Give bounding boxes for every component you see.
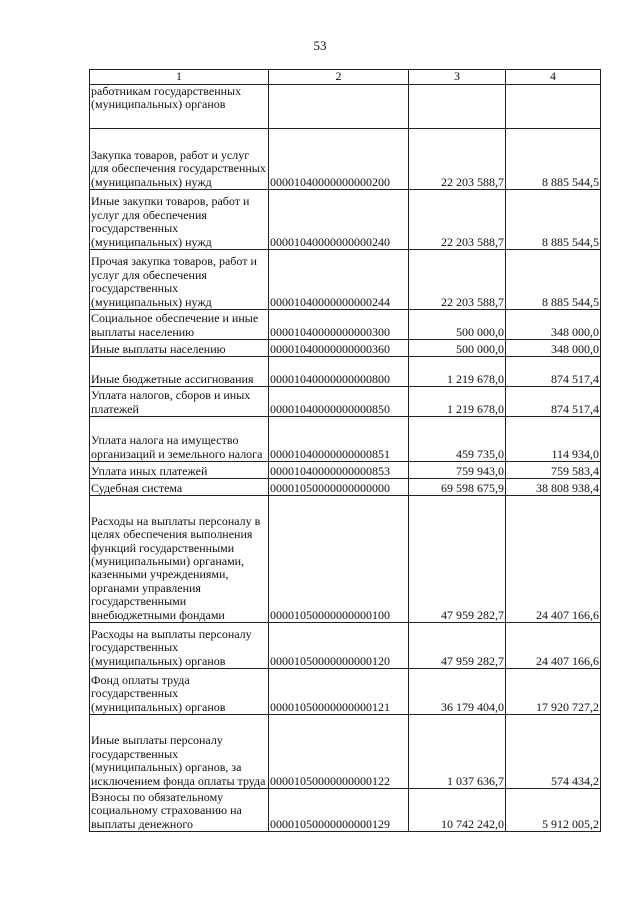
table-row: [90, 496, 601, 623]
row-value-col3: 47 959 282,7: [409, 496, 506, 623]
row-name-cell: Фонд оплаты труда государственных (муниципальных) органов: [90, 669, 269, 715]
row-value-col3: 22 203 588,7: [409, 190, 506, 250]
row-value-col3: 10 742 242,0: [409, 789, 506, 832]
row-value-col4: 24 407 166,6: [506, 496, 601, 623]
row-code-cell: 00001040000000000851: [269, 417, 409, 462]
row-value-col3: 22 203 588,7: [409, 250, 506, 310]
row-name-cell: Расходы на выплаты персоналу в целях обеспечения выполнения функций государственными (муниципальными) органами, казенными учреждениями, органами управления государственными внебюджетными фондами: [90, 496, 269, 623]
row-code-cell: 00001040000000000300: [269, 310, 409, 340]
row-value-col4: 8 885 544,5: [506, 129, 601, 190]
row-code-cell: 00001050000000000121: [269, 669, 409, 715]
row-name-cell: Взносы по обязательному социальному страхованию на выплаты денежного: [90, 789, 269, 832]
table-row: [90, 387, 601, 417]
row-value-col3: 69 598 675,9: [409, 479, 506, 496]
row-value-col4: 348 000,0: [506, 340, 601, 357]
row-name-cell: работникам государственных (муниципальных) органов: [90, 85, 269, 129]
row-name-cell: Социальное обеспечение и иные выплаты населению: [90, 310, 269, 340]
row-code-cell: 00001050000000000120: [269, 623, 409, 669]
row-value-col3: 36 179 404,0: [409, 669, 506, 715]
budget-table: [89, 69, 601, 832]
row-name-cell: Закупка товаров, работ и услуг для обеспечения государственных (муниципальных) нужд: [90, 129, 269, 190]
row-value-col3: 22 203 588,7: [409, 129, 506, 190]
row-value-col4: 8 885 544,5: [506, 250, 601, 310]
row-value-col4: 38 808 938,4: [506, 479, 601, 496]
row-code-cell: 00001050000000000122: [269, 715, 409, 789]
row-code-cell: 00001040000000000853: [269, 462, 409, 479]
row-value-col3: 1 219 678,0: [409, 387, 506, 417]
table-row: [90, 789, 601, 832]
row-name-cell: Судебная система: [90, 479, 269, 496]
page-number: 53: [313, 38, 327, 53]
row-value-col4: 24 407 166,6: [506, 623, 601, 669]
row-value-col3: 500 000,0: [409, 310, 506, 340]
row-value-col4: [506, 85, 601, 129]
row-value-col3: 759 943,0: [409, 462, 506, 479]
table-row: [90, 715, 601, 789]
row-value-col4: 17 920 727,2: [506, 669, 601, 715]
row-value-col4: 114 934,0: [506, 417, 601, 462]
row-name-cell: Иные выплаты персоналу государственных (муниципальных) органов, за исключением фонда оплаты труда: [90, 715, 269, 789]
row-code-cell: 00001040000000000800: [269, 357, 409, 387]
table-row: [90, 462, 601, 479]
column-header-3: 3: [409, 70, 506, 85]
row-code-cell: [269, 85, 409, 129]
table-body: [90, 85, 601, 832]
table-row: [90, 190, 601, 250]
table-row: [90, 340, 601, 357]
row-name-cell: Иные бюджетные ассигнования: [90, 357, 269, 387]
row-value-col4: 5 912 005,2: [506, 789, 601, 832]
row-name-cell: Уплата иных платежей: [90, 462, 269, 479]
column-header-4: 4: [506, 70, 601, 85]
row-code-cell: 00001050000000000000: [269, 479, 409, 496]
table-row: [90, 85, 601, 129]
row-value-col4: 874 517,4: [506, 387, 601, 417]
row-value-col4: 874 517,4: [506, 357, 601, 387]
row-value-col3: 1 037 636,7: [409, 715, 506, 789]
row-value-col3: [409, 85, 506, 129]
table-row: [90, 417, 601, 462]
row-name-cell: Расходы на выплаты персоналу государственных (муниципальных) органов: [90, 623, 269, 669]
row-code-cell: 00001040000000000200: [269, 129, 409, 190]
row-code-cell: 00001040000000000360: [269, 340, 409, 357]
row-name-cell: Иные закупки товаров, работ и услуг для обеспечения государственных (муниципальных) нужд: [90, 190, 269, 250]
table-row: [90, 357, 601, 387]
row-value-col4: 348 000,0: [506, 310, 601, 340]
row-code-cell: 00001040000000000850: [269, 387, 409, 417]
column-header-1: 1: [90, 70, 269, 85]
table-row: [90, 250, 601, 310]
row-value-col3: 500 000,0: [409, 340, 506, 357]
row-code-cell: 00001050000000000100: [269, 496, 409, 623]
row-value-col4: 574 434,2: [506, 715, 601, 789]
row-name-cell: Иные выплаты населению: [90, 340, 269, 357]
table-row: [90, 669, 601, 715]
row-code-cell: 00001040000000000244: [269, 250, 409, 310]
row-value-col3: 47 959 282,7: [409, 623, 506, 669]
row-code-cell: 00001040000000000240: [269, 190, 409, 250]
row-name-cell: Прочая закупка товаров, работ и услуг для обеспечения государственных (муниципальных) нужд: [90, 250, 269, 310]
row-code-cell: 00001050000000000129: [269, 789, 409, 832]
row-name-cell: Уплата налогов, сборов и иных платежей: [90, 387, 269, 417]
row-value-col3: 459 735,0: [409, 417, 506, 462]
column-header-2: 2: [269, 70, 409, 85]
row-value-col3: 1 219 678,0: [409, 357, 506, 387]
table-row: [90, 623, 601, 669]
table-row: [90, 479, 601, 496]
row-value-col4: 8 885 544,5: [506, 190, 601, 250]
table-row: [90, 129, 601, 190]
row-value-col4: 759 583,4: [506, 462, 601, 479]
table-row: [90, 310, 601, 340]
table-header-row: [90, 70, 601, 85]
row-name-cell: Уплата налога на имущество организаций и земельного налога: [90, 417, 269, 462]
